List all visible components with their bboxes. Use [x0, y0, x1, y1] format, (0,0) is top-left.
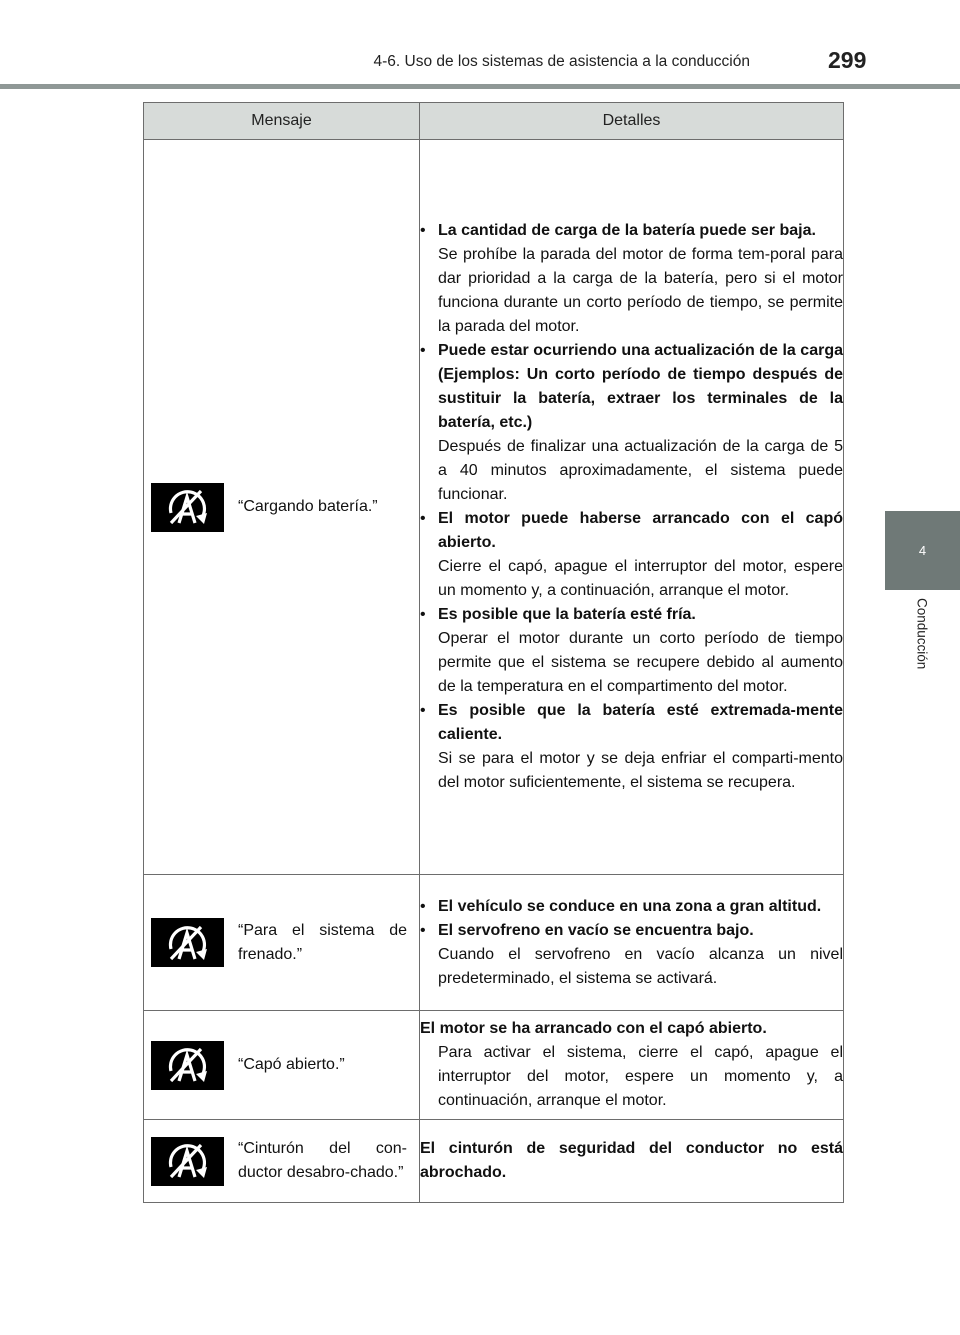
item-body: Cierre el capó, apague el interruptor del motor, espere un momento y, a continuación, arranque el motor.: [438, 558, 843, 599]
item-title: Es posible que la batería esté fría.: [438, 606, 696, 623]
list-item: [420, 603, 843, 699]
stop-start-off-icon: [151, 1137, 224, 1186]
table-row: [144, 1120, 844, 1203]
table-header-row: [144, 103, 844, 140]
message-text: “Cinturón del con-ductor desabro-chado.”: [238, 1140, 407, 1181]
message-cell: [144, 140, 420, 875]
message-text: “Cargando batería.”: [238, 498, 378, 515]
bullet: •: [420, 222, 426, 239]
message-cell: [144, 1011, 420, 1120]
header-message: Mensaje: [144, 103, 420, 140]
item-title: Puede estar ocurriendo una actualización de la carga (Ejemplos: Un corto período de tiempo después de sustituir la batería, extraer los terminales de la batería, etc.): [438, 342, 843, 431]
item-title: El vehículo se conduce en una zona a gran altitud.: [438, 897, 822, 915]
list-item: [420, 507, 843, 603]
list-item: [420, 219, 843, 339]
item-body: Se prohíbe la parada del motor de forma tem-poral para dar prioridad a la carga de la batería, pero si el motor funciona durante un corto período de tiempo, se permite la parada del motor.: [438, 246, 843, 335]
list-item: [420, 699, 843, 795]
bullet: •: [420, 921, 426, 939]
list-item: [420, 339, 843, 507]
details-cell: [420, 140, 844, 875]
messages-table: [143, 102, 844, 1203]
item-body: Cuando el servofreno en vacío alcanza un nivel predeterminado, el sistema se activará.: [438, 945, 843, 987]
item-title: Es posible que la batería esté extremada-mente caliente.: [438, 702, 843, 743]
detail-title: El cinturón de seguridad del conductor no está abrochado.: [420, 1140, 843, 1181]
table-row: [144, 875, 844, 1011]
details-cell: [420, 1120, 844, 1203]
bullet: •: [420, 897, 426, 915]
stop-start-off-icon: [151, 1041, 224, 1090]
chapter-tab: [885, 511, 960, 590]
detail-title: El motor se ha arrancado con el capó abierto.: [420, 1020, 767, 1037]
message-cell: [144, 1120, 420, 1203]
header-rule: [0, 84, 960, 89]
item-body: Operar el motor durante un corto período de tiempo permite que el sistema se recupere debido al aumento de la temperatura en el compartimento del motor.: [438, 630, 843, 695]
list-item: [420, 895, 843, 919]
list-item: [420, 919, 843, 991]
item-body: Después de finalizar una actualización de la carga de 5 a 40 minutos aproximadamente, el sistema puede funcionar.: [438, 438, 843, 503]
item-body: Si se para el motor y se deja enfriar el comparti-mento del motor suficientemente, el sistema se recupera.: [438, 750, 843, 791]
bullet: •: [420, 342, 426, 359]
message-text: “Capó abierto.”: [238, 1056, 345, 1073]
bullet: •: [420, 606, 426, 623]
header-details: Detalles: [420, 103, 844, 140]
stop-start-off-icon: [151, 483, 224, 532]
item-title: El motor puede haberse arrancado con el capó abierto.: [438, 510, 843, 551]
page-number: 299: [828, 47, 867, 73]
section-title: 4-6. Uso de los sistemas de asistencia a la conducción: [373, 53, 750, 70]
message-text: “Para el sistema de frenado.”: [238, 921, 407, 963]
details-cell: [420, 1011, 844, 1120]
stop-start-off-icon: [151, 918, 224, 967]
item-title: La cantidad de carga de la batería puede ser baja.: [438, 222, 816, 239]
message-cell: [144, 875, 420, 1011]
bullet: •: [420, 510, 426, 527]
table-row: [144, 1011, 844, 1120]
details-cell: [420, 875, 844, 1011]
table-row: [144, 140, 844, 875]
chapter-label: Conducción: [914, 598, 930, 670]
bullet: •: [420, 702, 426, 719]
item-title: El servofreno en vacío se encuentra bajo.: [438, 921, 754, 939]
chapter-number: 4: [918, 543, 927, 558]
detail-body: Para activar el sistema, cierre el capó, apague el interruptor del motor, espere un momento y, a continuación, arranque el motor.: [438, 1044, 843, 1109]
